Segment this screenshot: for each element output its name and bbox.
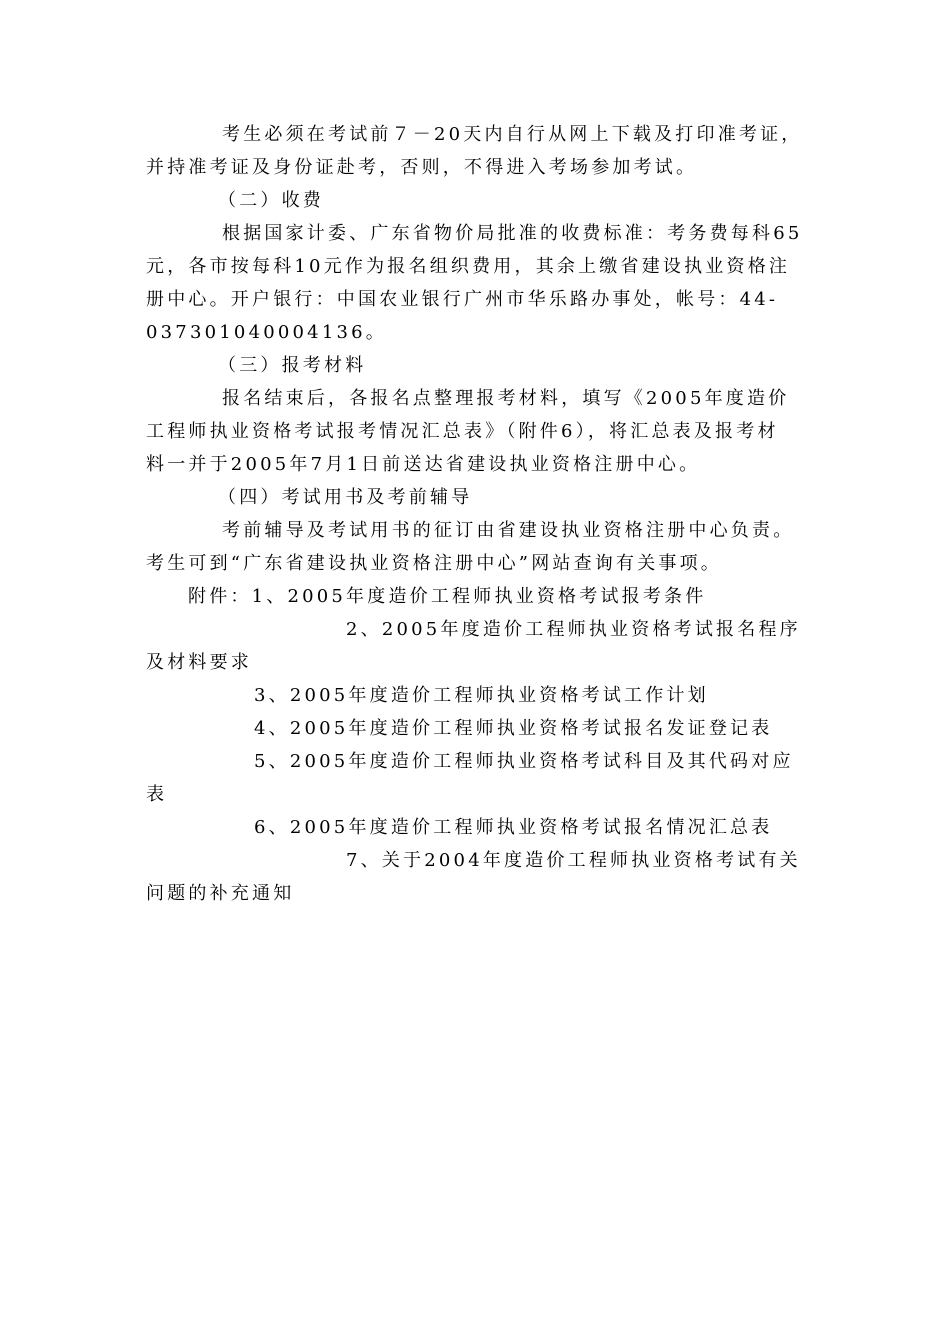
- paragraph-line: 考前辅导及考试用书的征订由省建设执业资格注册中心负责。: [222, 520, 795, 541]
- attachment-item-6: 6、2005年度造价工程师执业资格考试报名情况汇总表: [254, 817, 773, 838]
- attachment-item-1: 附件：1、2005年度造价工程师执业资格考试报考条件: [188, 586, 707, 607]
- attachment-item-5-continued: 表: [146, 784, 168, 805]
- paragraph-line: 料一并于2005年7月1日前送达省建设执业资格注册中心。: [146, 454, 701, 475]
- attachment-item-2: 2、2005年度造价工程师执业资格考试报名程序: [346, 619, 801, 640]
- paragraph-line: 元，各市按每科10元作为报名组织费用，其余上缴省建设执业资格注: [146, 256, 791, 277]
- paragraph-line: 考生必须在考试前７－20天内自行从网上下载及打印准考证，: [222, 124, 803, 145]
- paragraph-line: 根据国家计委、广东省物价局批准的收费标准：考务费每科65: [222, 223, 803, 244]
- section-heading-books: （四）考试用书及考前辅导: [218, 487, 473, 508]
- attachment-item-3: 3、2005年度造价工程师执业资格考试工作计划: [254, 685, 709, 706]
- paragraph-line: 工程师执业资格考试报考情况汇总表》（附件6），将汇总表及报考材: [146, 421, 779, 442]
- paragraph-line: 册中心。开户银行：中国农业银行广州市华乐路办事处，帐号：44-: [146, 289, 779, 310]
- paragraph-line: 并持准考证及身份证赴考，否则，不得进入考场参加考试。: [146, 157, 698, 178]
- attachment-item-7: 7、关于2004年度造价工程师执业资格考试有关: [346, 850, 801, 871]
- section-heading-materials: （三）报考材料: [218, 355, 367, 376]
- attachment-item-4: 4、2005年度造价工程师执业资格考试报名发证登记表: [254, 718, 773, 739]
- section-heading-fees: （二）收费: [218, 190, 324, 211]
- account-number-line: 037301040004136。: [146, 322, 387, 343]
- paragraph-line: 报名结束后，各报名点整理报考材料，填写《2005年度造价: [222, 388, 790, 409]
- attachment-item-5: 5、2005年度造价工程师执业资格考试科目及其代码对应: [254, 751, 794, 772]
- attachment-item-7-continued: 问题的补充通知: [146, 883, 295, 904]
- attachment-item-2-continued: 及材料要求: [146, 652, 252, 673]
- paragraph-line: 考生可到“广东省建设执业资格注册中心”网站查询有关事项。: [146, 553, 723, 574]
